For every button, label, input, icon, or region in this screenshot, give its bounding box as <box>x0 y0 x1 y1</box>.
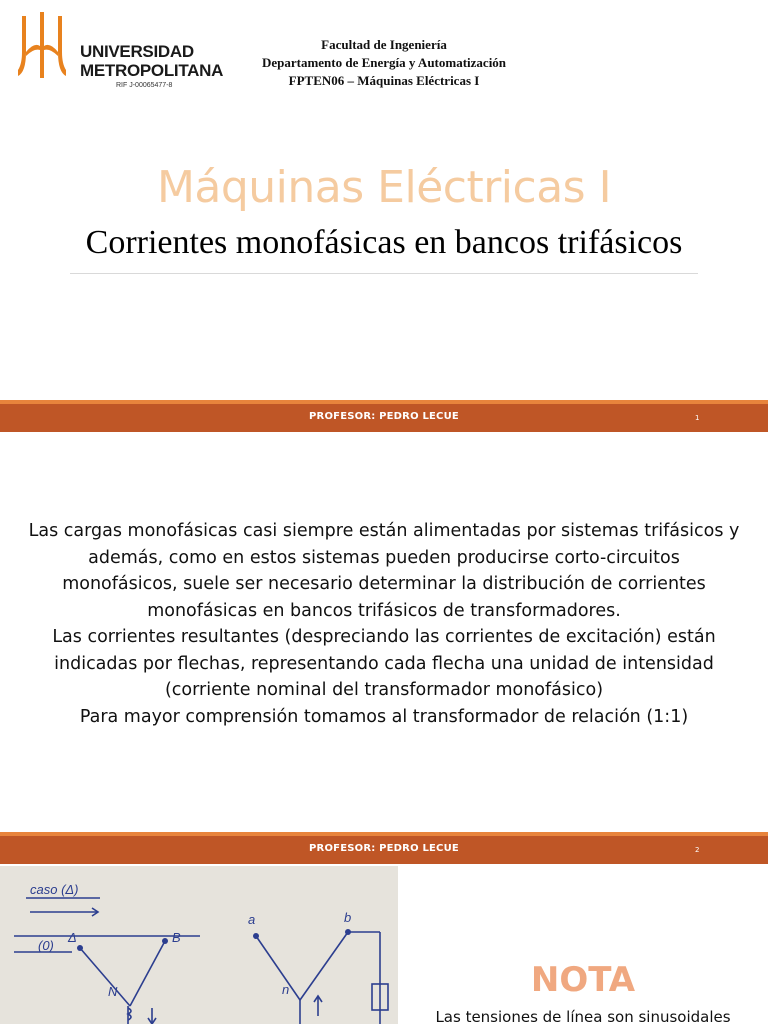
nota-text: Las tensiones de línea son sinusoidales <box>435 1008 731 1024</box>
nota-title: NOTA <box>530 960 636 1000</box>
footer-band <box>0 400 768 432</box>
transformer-sketch <box>0 866 398 1024</box>
logo-line-2: METROPOLITANA <box>80 61 224 80</box>
sketch-label-b-upper: B <box>172 930 181 945</box>
slide-2 <box>0 432 768 832</box>
sketch-label-n-upper: N <box>108 984 118 999</box>
sketch-label-case: caso (Δ) <box>30 882 79 897</box>
body-line: monofásicas en bancos trifásicos de transformadores. <box>147 600 621 621</box>
slide-subtitle: Corrientes monofásicas en bancos trifásicos <box>85 224 683 261</box>
sketch-label-n: n <box>282 982 290 997</box>
slide-1 <box>0 0 768 432</box>
footer-professor: PROFESOR: PEDRO LECUE <box>309 411 459 422</box>
body-line: indicadas por flechas, representando cada flecha una unidad de intensidad <box>54 653 714 674</box>
body-line: además, como en estos sistemas pueden producirse corto-circuitos <box>88 547 680 568</box>
slide-title: Máquinas Eléctricas I <box>156 162 612 213</box>
slide-3 <box>0 832 768 1024</box>
course-name: FPTEN06 – Máquinas Eléctricas I <box>288 73 480 88</box>
page-number: 1 <box>695 414 700 422</box>
body-line: (corriente nominal del transformador monofásico) <box>164 680 604 700</box>
title-divider <box>70 273 698 274</box>
body-paragraph <box>14 518 754 730</box>
body-line: Las corrientes resultantes (despreciando las corrientes de excitación) están <box>52 627 716 647</box>
sketch-label-delta: Δ <box>68 930 77 945</box>
page-number: 2 <box>695 846 700 854</box>
handwritten-circuit-sketch <box>0 866 398 1024</box>
logo-rif: RIF J-00065477-8 <box>116 82 173 89</box>
sketch-label-zero: (0) <box>38 938 54 953</box>
faculty-name: Facultad de Ingeniería <box>321 37 447 52</box>
logo-emblem-icon <box>14 12 74 82</box>
body-line: Las cargas monofásicas casi siempre están alimentadas por sistemas trifásicos y <box>28 521 740 541</box>
body-line: Para mayor comprensión tomamos al transformador de relación (1:1) <box>79 706 689 727</box>
body-line: monofásicos, suele ser necesario determinar la distribución de corrientes <box>62 574 706 594</box>
footer-band <box>0 832 768 864</box>
department-name: Departamento de Energía y Automatización <box>261 55 507 70</box>
faculty-header <box>200 36 568 90</box>
logo-line-1: UNIVERSIDAD <box>80 42 194 61</box>
sketch-label-b: b <box>344 910 352 925</box>
sketch-label-a: a <box>248 912 256 927</box>
university-logo <box>14 12 224 92</box>
footer-professor: PROFESOR: PEDRO LECUE <box>309 843 459 854</box>
